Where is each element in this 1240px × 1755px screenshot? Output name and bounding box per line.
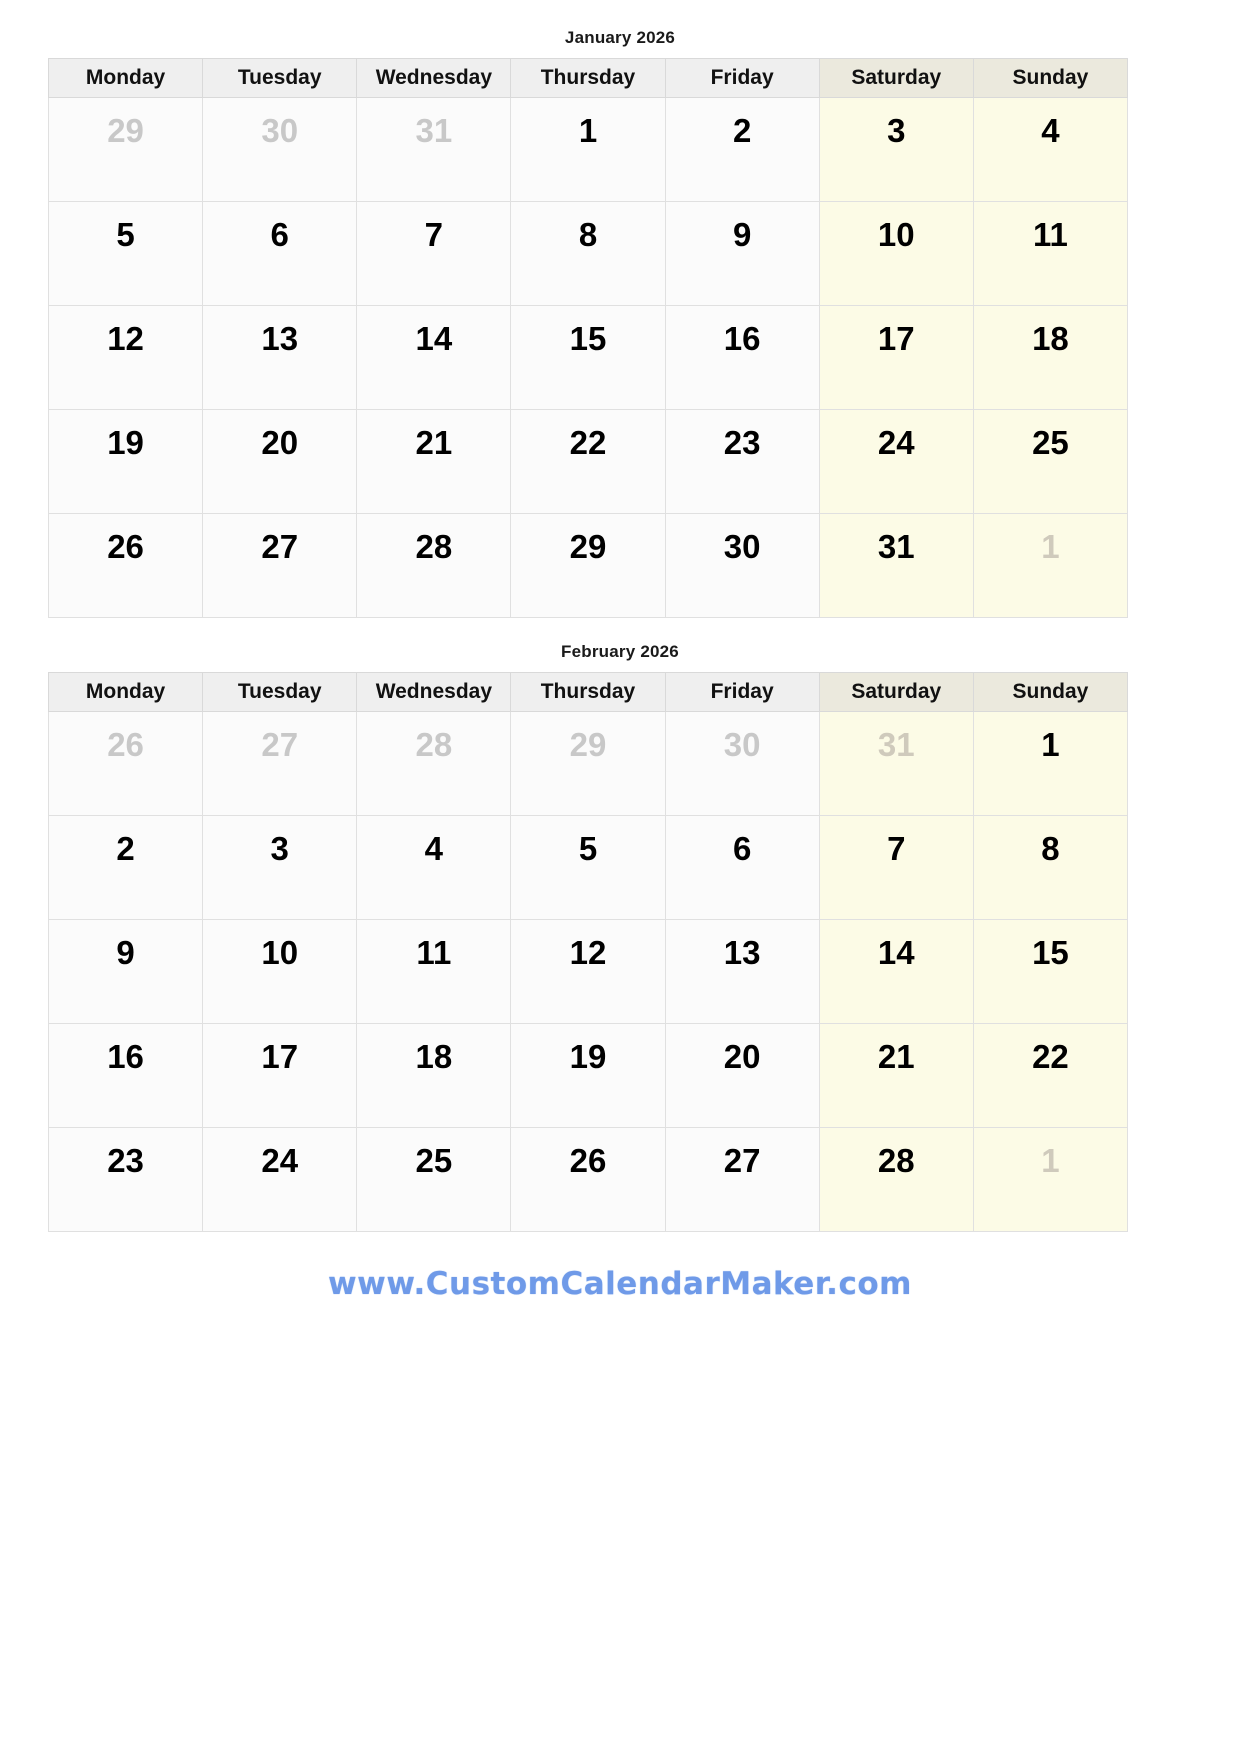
day-cell[interactable] (203, 202, 357, 306)
day-cell[interactable] (819, 1128, 973, 1232)
day-number: 5 (578, 830, 598, 867)
day-cell[interactable] (49, 1024, 203, 1128)
month-block (48, 642, 1192, 1232)
day-cell[interactable] (357, 202, 511, 306)
months-container (48, 28, 1192, 1232)
day-cell[interactable] (49, 410, 203, 514)
day-number: 5 (116, 216, 135, 253)
day-number: 23 (723, 424, 761, 461)
day-number: 28 (415, 726, 453, 763)
day-number: 15 (569, 320, 607, 357)
week-row (49, 1024, 1128, 1128)
day-cell[interactable] (49, 202, 203, 306)
day-number: 22 (569, 424, 607, 461)
day-number: 26 (107, 726, 144, 763)
day-cell[interactable] (973, 306, 1127, 410)
day-number: 11 (1032, 216, 1068, 253)
day-number: 28 (415, 528, 453, 565)
day-number: 6 (732, 830, 752, 867)
day-cell[interactable] (665, 1024, 819, 1128)
day-cell[interactable] (203, 1024, 357, 1128)
day-cell[interactable] (203, 920, 357, 1024)
day-cell[interactable] (49, 514, 203, 618)
day-cell[interactable] (511, 202, 665, 306)
day-cell[interactable] (203, 306, 357, 410)
day-number: 8 (578, 216, 598, 253)
day-cell[interactable] (819, 410, 973, 514)
calendar-table (48, 672, 1128, 1232)
day-cell[interactable] (665, 816, 819, 920)
day-number: 2 (116, 830, 135, 867)
day-cell[interactable] (973, 920, 1127, 1024)
day-number: 28 (877, 1142, 915, 1179)
day-number: 25 (415, 1142, 453, 1179)
day-number: 1 (1041, 1142, 1060, 1179)
day-cell[interactable] (511, 410, 665, 514)
day-number: 3 (270, 830, 289, 867)
day-number: 21 (415, 424, 453, 461)
week-row (49, 1128, 1128, 1232)
weekday-header-friday: Friday (665, 59, 819, 98)
day-cell[interactable] (203, 712, 357, 816)
weekday-header-thursday: Thursday (511, 59, 665, 98)
weekday-header-tuesday: Tuesday (203, 673, 357, 712)
weekday-header-saturday: Saturday (819, 59, 973, 98)
week-row (49, 202, 1128, 306)
day-cell[interactable] (49, 1128, 203, 1232)
day-cell[interactable] (357, 410, 511, 514)
week-row (49, 306, 1128, 410)
day-cell[interactable] (819, 712, 973, 816)
day-number: 1 (578, 112, 598, 149)
day-cell[interactable] (357, 816, 511, 920)
day-number: 13 (261, 320, 299, 357)
day-number: 4 (1041, 112, 1060, 149)
month-title: February 2026 (561, 642, 679, 661)
weekday-header-monday: Monday (49, 673, 203, 712)
day-number: 31 (877, 528, 915, 565)
day-number: 30 (723, 726, 761, 763)
day-cell[interactable] (665, 920, 819, 1024)
day-number: 21 (877, 1038, 915, 1075)
day-number: 16 (723, 320, 761, 357)
day-number: 20 (261, 424, 299, 461)
day-cell[interactable] (665, 712, 819, 816)
week-row (49, 98, 1128, 202)
day-number: 9 (732, 216, 752, 253)
day-cell[interactable] (511, 920, 665, 1024)
day-number: 9 (116, 934, 135, 971)
day-cell[interactable] (49, 816, 203, 920)
weekday-header-friday: Friday (665, 673, 819, 712)
day-number: 26 (107, 528, 144, 565)
day-number: 18 (415, 1038, 453, 1075)
day-cell[interactable] (203, 816, 357, 920)
day-number: 7 (424, 216, 444, 253)
day-number: 24 (261, 1142, 299, 1179)
day-number: 27 (723, 1142, 761, 1179)
month-spacer (48, 618, 1192, 634)
day-number: 29 (569, 528, 607, 565)
weekday-header-saturday: Saturday (819, 673, 973, 712)
week-row (49, 816, 1128, 920)
day-cell[interactable] (819, 306, 973, 410)
weekday-header-wednesday: Wednesday (357, 59, 511, 98)
day-cell[interactable] (511, 816, 665, 920)
day-cell[interactable] (511, 514, 665, 618)
calendar-table (48, 58, 1128, 618)
day-cell[interactable] (357, 514, 511, 618)
day-number: 29 (569, 726, 607, 763)
day-number: 8 (1041, 830, 1060, 867)
day-number: 31 (415, 112, 453, 149)
week-row (49, 514, 1128, 618)
day-cell[interactable] (973, 202, 1127, 306)
day-cell[interactable] (357, 98, 511, 202)
day-cell[interactable] (665, 1128, 819, 1232)
day-number: 29 (107, 112, 144, 149)
day-number: 27 (261, 726, 299, 763)
weekday-header-thursday: Thursday (511, 673, 665, 712)
day-number: 10 (877, 216, 915, 253)
day-cell[interactable] (511, 712, 665, 816)
day-number: 26 (569, 1142, 607, 1179)
day-number: 22 (1032, 1038, 1069, 1075)
day-number: 2 (732, 112, 752, 149)
day-number: 16 (107, 1038, 144, 1075)
day-cell[interactable] (203, 410, 357, 514)
day-number: 11 (416, 934, 452, 971)
day-cell[interactable] (511, 98, 665, 202)
day-number: 19 (107, 424, 144, 461)
month-block (48, 28, 1192, 618)
day-number: 17 (261, 1038, 299, 1075)
day-cell[interactable] (357, 712, 511, 816)
day-cell[interactable] (511, 1024, 665, 1128)
day-cell[interactable] (819, 920, 973, 1024)
weekday-header-tuesday: Tuesday (203, 59, 357, 98)
day-number: 31 (877, 726, 915, 763)
day-number: 13 (723, 934, 761, 971)
day-cell[interactable] (49, 920, 203, 1024)
day-cell[interactable] (973, 410, 1127, 514)
website-link[interactable]: www.CustomCalendarMaker.com (328, 1266, 912, 1302)
day-number: 19 (569, 1038, 607, 1075)
day-number: 7 (887, 830, 906, 867)
day-number: 6 (270, 216, 289, 253)
day-cell[interactable] (357, 1024, 511, 1128)
day-cell[interactable] (973, 1128, 1127, 1232)
day-cell[interactable] (357, 920, 511, 1024)
day-cell[interactable] (819, 98, 973, 202)
day-number: 14 (877, 934, 915, 971)
day-number: 17 (877, 320, 915, 357)
day-number: 18 (1032, 320, 1069, 357)
day-cell[interactable] (665, 306, 819, 410)
weekday-header-monday: Monday (49, 59, 203, 98)
day-cell[interactable] (819, 1024, 973, 1128)
day-number: 24 (877, 424, 915, 461)
weekday-header-sunday: Sunday (973, 59, 1127, 98)
day-cell[interactable] (665, 410, 819, 514)
day-cell[interactable] (819, 202, 973, 306)
month-title: January 2026 (564, 28, 676, 47)
week-row (49, 410, 1128, 514)
day-number: 15 (1032, 934, 1069, 971)
day-cell[interactable] (511, 306, 665, 410)
day-number: 14 (415, 320, 453, 357)
day-cell[interactable] (665, 202, 819, 306)
day-number: 23 (107, 1142, 144, 1179)
day-number: 1 (1041, 726, 1060, 763)
day-cell[interactable] (49, 306, 203, 410)
day-cell[interactable] (511, 1128, 665, 1232)
week-row (49, 920, 1128, 1024)
day-cell[interactable] (665, 98, 819, 202)
day-cell[interactable] (973, 1024, 1127, 1128)
day-cell[interactable] (203, 514, 357, 618)
day-cell[interactable] (973, 514, 1127, 618)
day-number: 25 (1032, 424, 1069, 461)
weekday-header-wednesday: Wednesday (357, 673, 511, 712)
day-cell[interactable] (819, 816, 973, 920)
page-footer (48, 1266, 1192, 1302)
day-number: 12 (569, 934, 607, 971)
day-number: 10 (261, 934, 299, 971)
weekday-header-sunday: Sunday (973, 673, 1127, 712)
day-cell[interactable] (973, 712, 1127, 816)
day-cell[interactable] (49, 712, 203, 816)
week-row (49, 712, 1128, 816)
day-cell[interactable] (665, 514, 819, 618)
day-number: 27 (261, 528, 299, 565)
day-cell[interactable] (819, 514, 973, 618)
day-cell[interactable] (357, 306, 511, 410)
day-cell[interactable] (49, 98, 203, 202)
day-number: 20 (723, 1038, 761, 1075)
day-cell[interactable] (357, 1128, 511, 1232)
day-number: 4 (424, 830, 444, 867)
day-cell[interactable] (973, 816, 1127, 920)
day-cell[interactable] (973, 98, 1127, 202)
day-number: 3 (887, 112, 906, 149)
day-number: 30 (261, 112, 299, 149)
day-number: 30 (723, 528, 761, 565)
weekday-header-row (49, 673, 1128, 712)
day-cell[interactable] (203, 1128, 357, 1232)
day-number: 1 (1041, 528, 1060, 565)
weekday-header-row (49, 59, 1128, 98)
day-cell[interactable] (203, 98, 357, 202)
day-number: 12 (107, 320, 144, 357)
